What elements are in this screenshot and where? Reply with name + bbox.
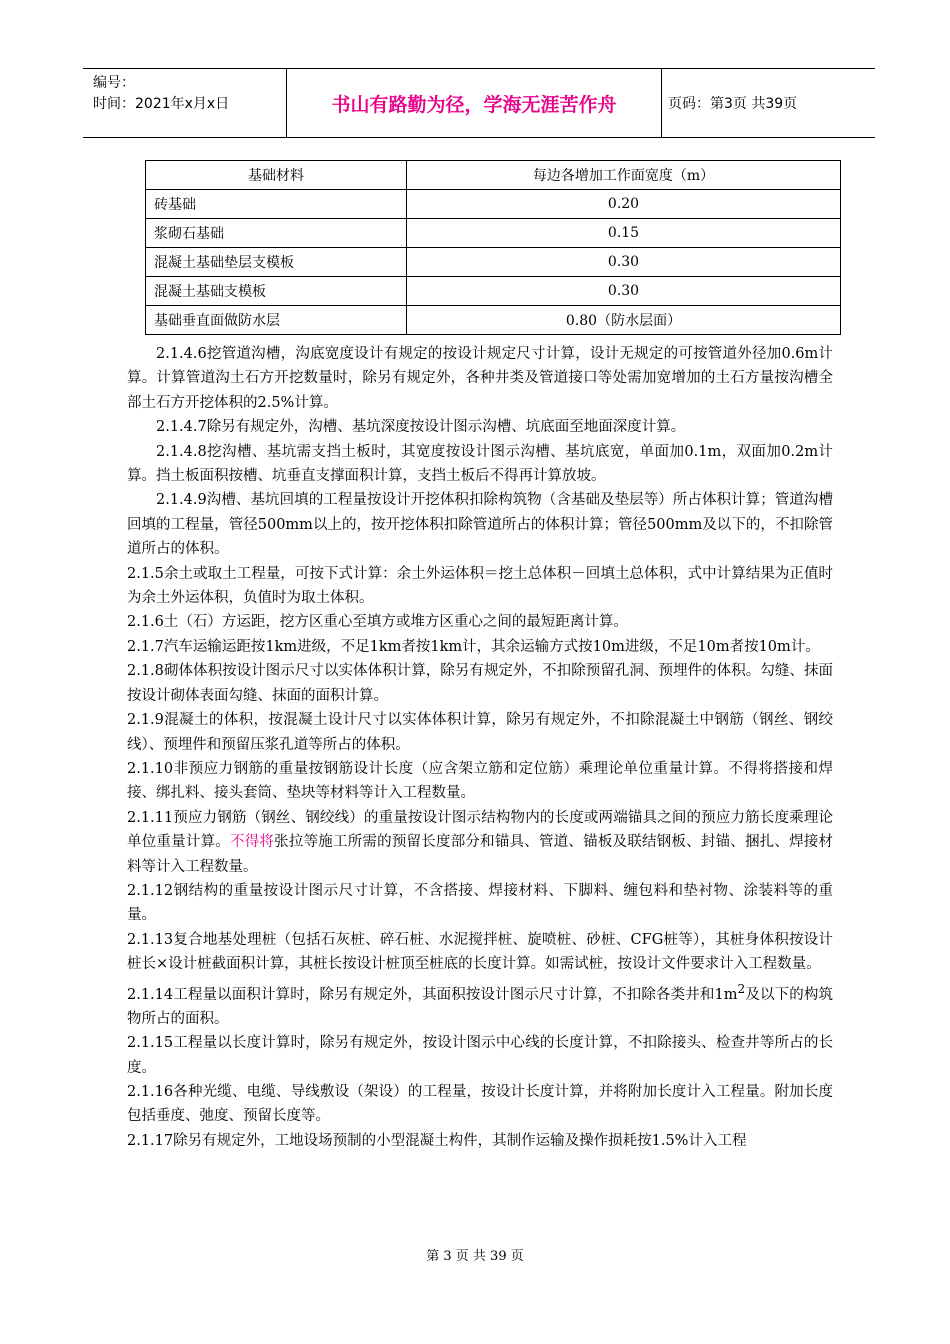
table-cell: 0.30 <box>407 277 841 306</box>
paragraph: 2.1.4.7除另有规定外，沟槽、基坑深度按设计图示沟槽、坑底面至地面深度计算。 <box>156 419 686 436</box>
number-label: 编号： <box>93 75 135 91</box>
paragraph: 2.1.4.6挖管道沟槽，沟底宽度设计有规定的按设计规定尺寸计算，设计无规定的可按管道外径加0.6m计算。计算管道沟土石方开挖数量时，除另有规定外，各种井类及管道接口等处需加宽增加的土石方量按沟槽全部土石方开挖体积的2.5%计算。 <box>127 346 833 411</box>
table-row <box>146 248 841 277</box>
body-text <box>127 342 833 1153</box>
paragraph: 2.1.17除另有规定外，工地设场预制的小型混凝土构件，其制作运输及操作损耗按1.5%计入工程 <box>127 1132 747 1149</box>
table-header-cell: 基础材料 <box>146 161 407 190</box>
foundation-material-table <box>145 160 841 335</box>
page-footer: 第 3 页 共 39 页 <box>426 1249 524 1264</box>
paragraph <box>127 806 833 879</box>
paragraph-text: 2.1.14工程量以面积计算时，除另有规定外，其面积按设计图示尺寸计算，不扣除各类井和1m <box>127 986 738 1003</box>
paragraph <box>127 977 833 1032</box>
table-cell: 浆砌石基础 <box>146 219 407 248</box>
table-cell: 0.30 <box>407 248 841 277</box>
paragraph-text: 2.1.11预应力钢筋（钢丝、钢绞线）的重量按设计图示结构物内的长度或两端锚具之间的预应力筋长度乘理论单位重量计算。 <box>127 809 833 851</box>
paragraph-text: 张拉等施工所需的预留长度部分和锚具、管道、锚板及联结钢板、封锚、捆扎、焊接材料等计入工程数量。 <box>127 834 834 875</box>
paragraph: 2.1.13复合地基处理桩（包括石灰桩、碎石桩、水泥搅拌桩、旋喷桩、砂桩、CFG桩等），其桩身体积按设计桩长×设计桩截面积计算，其桩长按设计桩顶至桩底的长度计算。如需试桩，按设计文件要求计入工程数量。 <box>127 931 833 973</box>
table-row <box>146 277 841 306</box>
table-header-row <box>146 161 841 190</box>
table-header-cell: 每边各增加工作面宽度（m） <box>407 161 841 190</box>
table-row <box>146 219 841 248</box>
superscript: 2 <box>737 981 746 996</box>
paragraph: 2.1.9混凝土的体积，按混凝土设计尺寸以实体体积计算，除另有规定外，不扣除混凝土中钢筋（钢丝、钢绞线）、预埋件和预留压浆孔道等所占的体积。 <box>127 712 833 753</box>
paragraph: 2.1.10非预应力钢筋的重量按钢筋设计长度（应含架立筋和定位筋）乘理论单位重量计算。不得将搭接和焊接、绑扎料、接头套筒、垫块等材料等计入工程数量。 <box>127 760 833 802</box>
table-cell: 0.20 <box>407 190 841 219</box>
table-cell: 基础垂直面做防水层 <box>146 306 407 335</box>
paragraph: 2.1.16各种光缆、电缆、导线敷设（架设）的工程量，按设计长度计算，并将附加长度计入工程量。附加长度包括垂度、弛度、预留长度等。 <box>127 1084 833 1125</box>
table-row <box>146 190 841 219</box>
table-cell: 砖基础 <box>146 190 407 219</box>
time-label: 时间：2021年x月x日 <box>93 96 230 112</box>
header-meta <box>93 73 289 115</box>
paragraph: 2.1.6土（石）方运距，挖方区重心至填方或堆方区重心之间的最短距离计算。 <box>127 614 628 631</box>
table-row <box>146 306 841 335</box>
paragraph: 2.1.4.9沟槽、基坑回填的工程量按设计开挖体积扣除构筑物（含基础及垫层等）所占体积计算；管道沟槽回填的工程量，管径500mm以上的，按开挖体积扣除管道所占的体积计算；管径500mm及以下的，不扣除管道所占的体积。 <box>127 492 833 558</box>
table-cell: 0.15 <box>407 219 841 248</box>
table-cell: 0.80（防水层面） <box>407 306 841 335</box>
highlighted-text: 不得将 <box>230 834 275 851</box>
header-motto: 书山有路勤为径，学海无涯苦作舟 <box>286 69 662 137</box>
paragraph: 2.1.12钢结构的重量按设计图示尺寸计算，不含搭接、焊接材料、下脚料、缠包料和垫衬物、涂装料等的重量。 <box>127 882 833 924</box>
page-header <box>83 68 875 138</box>
paragraph: 2.1.8砌体体积按设计图示尺寸以实体体积计算，除另有规定外，不扣除预留孔洞、预埋件的体积。勾缝、抹面按设计砌体表面勾缝、抹面的面积计算。 <box>127 663 833 704</box>
paragraph: 2.1.4.8挖沟槽、基坑需支挡土板时，其宽度按设计图示沟槽、基坑底宽，单面加0.1m，双面加0.2m计算。挡土板面积按槽、坑垂直支撑面积计算，支挡土板后不得再计算放坡。 <box>127 443 833 485</box>
paragraph: 2.1.7汽车运输运距按1km进级，不足1km者按1km计，其余运输方式按10m进级，不足10m者按10m计。 <box>127 638 820 655</box>
header-page-label: 页码：第3页 共39页 <box>668 96 798 112</box>
paragraph: 2.1.5余土或取土工程量，可按下式计算：余土外运体积＝挖土总体积－回填土总体积，式中计算结果为正值时为余土外运体积，负值时为取土体积。 <box>127 565 833 607</box>
paragraph-text: 及以下的构筑物所占的面积。 <box>127 986 833 1027</box>
table-cell: 混凝土基础垫层支模板 <box>146 248 407 277</box>
paragraph: 2.1.15工程量以长度计算时，除另有规定外，按设计图示中心线的长度计算，不扣除接头、检查井等所占的长度。 <box>127 1035 833 1076</box>
table-cell: 混凝土基础支模板 <box>146 277 407 306</box>
